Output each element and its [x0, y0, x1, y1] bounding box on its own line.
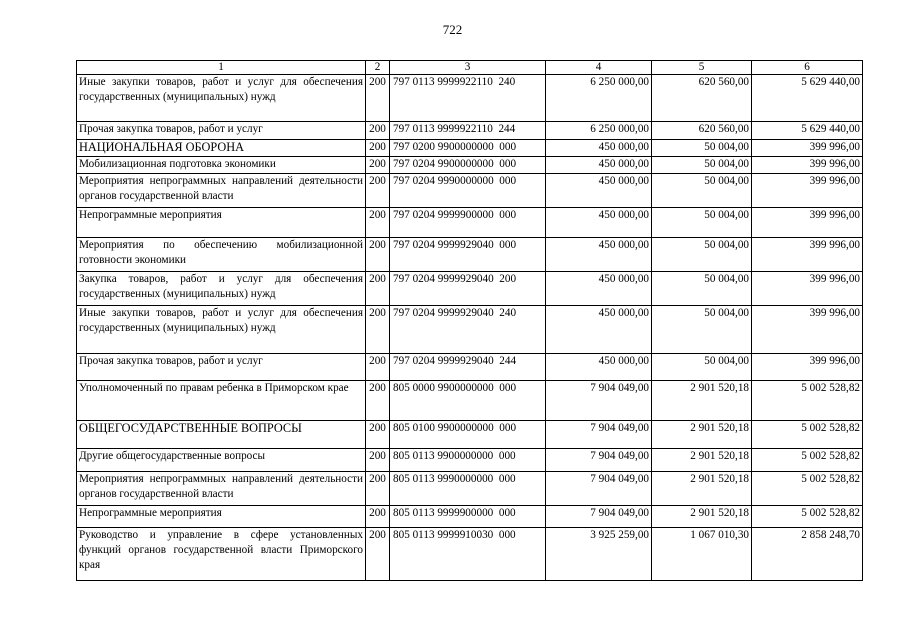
table-row	[77, 122, 863, 140]
row-code-cell: 797 0200 9900000000 000	[390, 140, 546, 157]
row-col6-cell: 399 996,00	[752, 157, 863, 174]
row-col5-cell: 2 901 520,18	[652, 472, 752, 506]
row-col4-cell: 7 904 049,00	[546, 472, 652, 506]
row-col6-cell: 399 996,00	[752, 208, 863, 238]
table-row	[77, 528, 863, 581]
row-col5-cell: 620 560,00	[652, 75, 752, 122]
row-col4-cell: 450 000,00	[546, 354, 652, 381]
row-col4-cell: 450 000,00	[546, 208, 652, 238]
row-col2-cell: 200	[366, 306, 390, 354]
table-row	[77, 157, 863, 174]
row-code-cell: 797 0204 9999929040 244	[390, 354, 546, 381]
row-col6-cell: 399 996,00	[752, 238, 863, 272]
row-col6-cell: 399 996,00	[752, 272, 863, 306]
row-col4-cell: 6 250 000,00	[546, 122, 652, 140]
row-name-cell: Иные закупки товаров, работ и услуг для обеспечения государственных (муниципальных) нужд	[77, 306, 366, 354]
table-row	[77, 421, 863, 449]
row-col5-cell: 2 901 520,18	[652, 506, 752, 528]
table-row	[77, 381, 863, 421]
row-col2-cell: 200	[366, 421, 390, 449]
row-code-cell: 805 0113 9990000000 000	[390, 472, 546, 506]
row-name-cell: Другие общегосударственные вопросы	[77, 449, 366, 472]
row-col5-cell: 2 901 520,18	[652, 421, 752, 449]
row-col2-cell: 200	[366, 238, 390, 272]
table-row	[77, 208, 863, 238]
row-col5-cell: 620 560,00	[652, 122, 752, 140]
row-col5-cell: 50 004,00	[652, 157, 752, 174]
row-col5-cell: 50 004,00	[652, 354, 752, 381]
row-code-cell: 797 0204 9900000000 000	[390, 157, 546, 174]
row-code-cell: 797 0204 9990000000 000	[390, 174, 546, 208]
row-col5-cell: 2 901 520,18	[652, 449, 752, 472]
column-header: 4	[546, 61, 652, 75]
row-col6-cell: 5 002 528,82	[752, 421, 863, 449]
row-code-cell: 797 0204 9999900000 000	[390, 208, 546, 238]
row-col4-cell: 6 250 000,00	[546, 75, 652, 122]
row-col2-cell: 200	[366, 472, 390, 506]
row-name-cell: Мероприятия по обеспечению мобилизационной готовности экономики	[77, 238, 366, 272]
row-col5-cell: 50 004,00	[652, 140, 752, 157]
table-row	[77, 272, 863, 306]
row-name-cell: Непрограммные мероприятия	[77, 208, 366, 238]
table-row	[77, 472, 863, 506]
row-name-cell: Мероприятия непрограммных направлений деятельности органов государственной власти	[77, 174, 366, 208]
row-col4-cell: 7 904 049,00	[546, 449, 652, 472]
row-name-cell: Прочая закупка товаров, работ и услуг	[77, 122, 366, 140]
table-row	[77, 75, 863, 122]
row-col6-cell: 399 996,00	[752, 140, 863, 157]
row-code-cell: 797 0204 9999929040 200	[390, 272, 546, 306]
row-col5-cell: 50 004,00	[652, 208, 752, 238]
row-col2-cell: 200	[366, 75, 390, 122]
column-header: 6	[752, 61, 863, 75]
row-code-cell: 805 0113 9999900000 000	[390, 506, 546, 528]
row-name-cell: Закупка товаров, работ и услуг для обеспечения государственных (муниципальных) нужд	[77, 272, 366, 306]
row-col2-cell: 200	[366, 208, 390, 238]
row-col4-cell: 450 000,00	[546, 140, 652, 157]
row-col6-cell: 5 002 528,82	[752, 472, 863, 506]
row-col6-cell: 399 996,00	[752, 354, 863, 381]
row-col2-cell: 200	[366, 449, 390, 472]
column-header: 1	[77, 61, 366, 75]
column-header: 2	[366, 61, 390, 75]
row-col4-cell: 450 000,00	[546, 238, 652, 272]
row-code-cell: 805 0100 9900000000 000	[390, 421, 546, 449]
row-code-cell: 805 0000 9900000000 000	[390, 381, 546, 421]
row-col6-cell: 5 002 528,82	[752, 506, 863, 528]
row-code-cell: 805 0113 9900000000 000	[390, 449, 546, 472]
row-col4-cell: 450 000,00	[546, 157, 652, 174]
row-col5-cell: 1 067 010,30	[652, 528, 752, 581]
row-name-cell: Мероприятия непрограммных направлений деятельности органов государственной власти	[77, 472, 366, 506]
row-col2-cell: 200	[366, 528, 390, 581]
page-number: 722	[442, 22, 463, 37]
column-header: 3	[390, 61, 546, 75]
row-col5-cell: 50 004,00	[652, 238, 752, 272]
row-col6-cell: 5 002 528,82	[752, 449, 863, 472]
table-row	[77, 174, 863, 208]
row-code-cell: 805 0113 9999910030 000	[390, 528, 546, 581]
row-name-cell: Уполномоченный по правам ребенка в Приморском крае	[77, 381, 366, 421]
row-name-cell: Мобилизационная подготовка экономики	[77, 157, 366, 174]
row-col5-cell: 50 004,00	[652, 306, 752, 354]
row-col6-cell: 5 629 440,00	[752, 122, 863, 140]
row-name-cell: Прочая закупка товаров, работ и услуг	[77, 354, 366, 381]
row-col4-cell: 450 000,00	[546, 174, 652, 208]
row-col2-cell: 200	[366, 157, 390, 174]
row-col2-cell: 200	[366, 506, 390, 528]
row-col4-cell: 3 925 259,00	[546, 528, 652, 581]
row-col6-cell: 5 629 440,00	[752, 75, 863, 122]
row-col2-cell: 200	[366, 354, 390, 381]
row-col5-cell: 50 004,00	[652, 174, 752, 208]
column-header: 5	[652, 61, 752, 75]
row-col4-cell: 7 904 049,00	[546, 421, 652, 449]
row-col6-cell: 2 858 248,70	[752, 528, 863, 581]
row-code-cell: 797 0204 9999929040 000	[390, 238, 546, 272]
row-name-cell: Иные закупки товаров, работ и услуг для обеспечения государственных (муниципальных) нужд	[77, 75, 366, 122]
row-col2-cell: 200	[366, 381, 390, 421]
row-col6-cell: 399 996,00	[752, 174, 863, 208]
row-col2-cell: 200	[366, 174, 390, 208]
row-col2-cell: 200	[366, 122, 390, 140]
table-row	[77, 449, 863, 472]
row-code-cell: 797 0113 9999922110 240	[390, 75, 546, 122]
row-col2-cell: 200	[366, 140, 390, 157]
budget-table	[76, 60, 863, 581]
row-col2-cell: 200	[366, 272, 390, 306]
table-row	[77, 306, 863, 354]
row-col4-cell: 450 000,00	[546, 272, 652, 306]
table-row	[77, 238, 863, 272]
table-row	[77, 506, 863, 528]
row-col4-cell: 450 000,00	[546, 306, 652, 354]
row-name-cell: ОБЩЕГОСУДАРСТВЕННЫЕ ВОПРОСЫ	[77, 421, 366, 449]
row-name-cell: НАЦИОНАЛЬНАЯ ОБОРОНА	[77, 140, 366, 157]
row-col4-cell: 7 904 049,00	[546, 381, 652, 421]
row-code-cell: 797 0113 9999922110 244	[390, 122, 546, 140]
row-col5-cell: 2 901 520,18	[652, 381, 752, 421]
row-col6-cell: 399 996,00	[752, 306, 863, 354]
row-name-cell: Руководство и управление в сфере установленных функций органов государственной власти Приморского края	[77, 528, 366, 581]
table-row	[77, 354, 863, 381]
row-col4-cell: 7 904 049,00	[546, 506, 652, 528]
row-name-cell: Непрограммные мероприятия	[77, 506, 366, 528]
row-col5-cell: 50 004,00	[652, 272, 752, 306]
table-row	[77, 140, 863, 157]
row-col6-cell: 5 002 528,82	[752, 381, 863, 421]
table-header-row	[77, 61, 863, 75]
row-code-cell: 797 0204 9999929040 240	[390, 306, 546, 354]
